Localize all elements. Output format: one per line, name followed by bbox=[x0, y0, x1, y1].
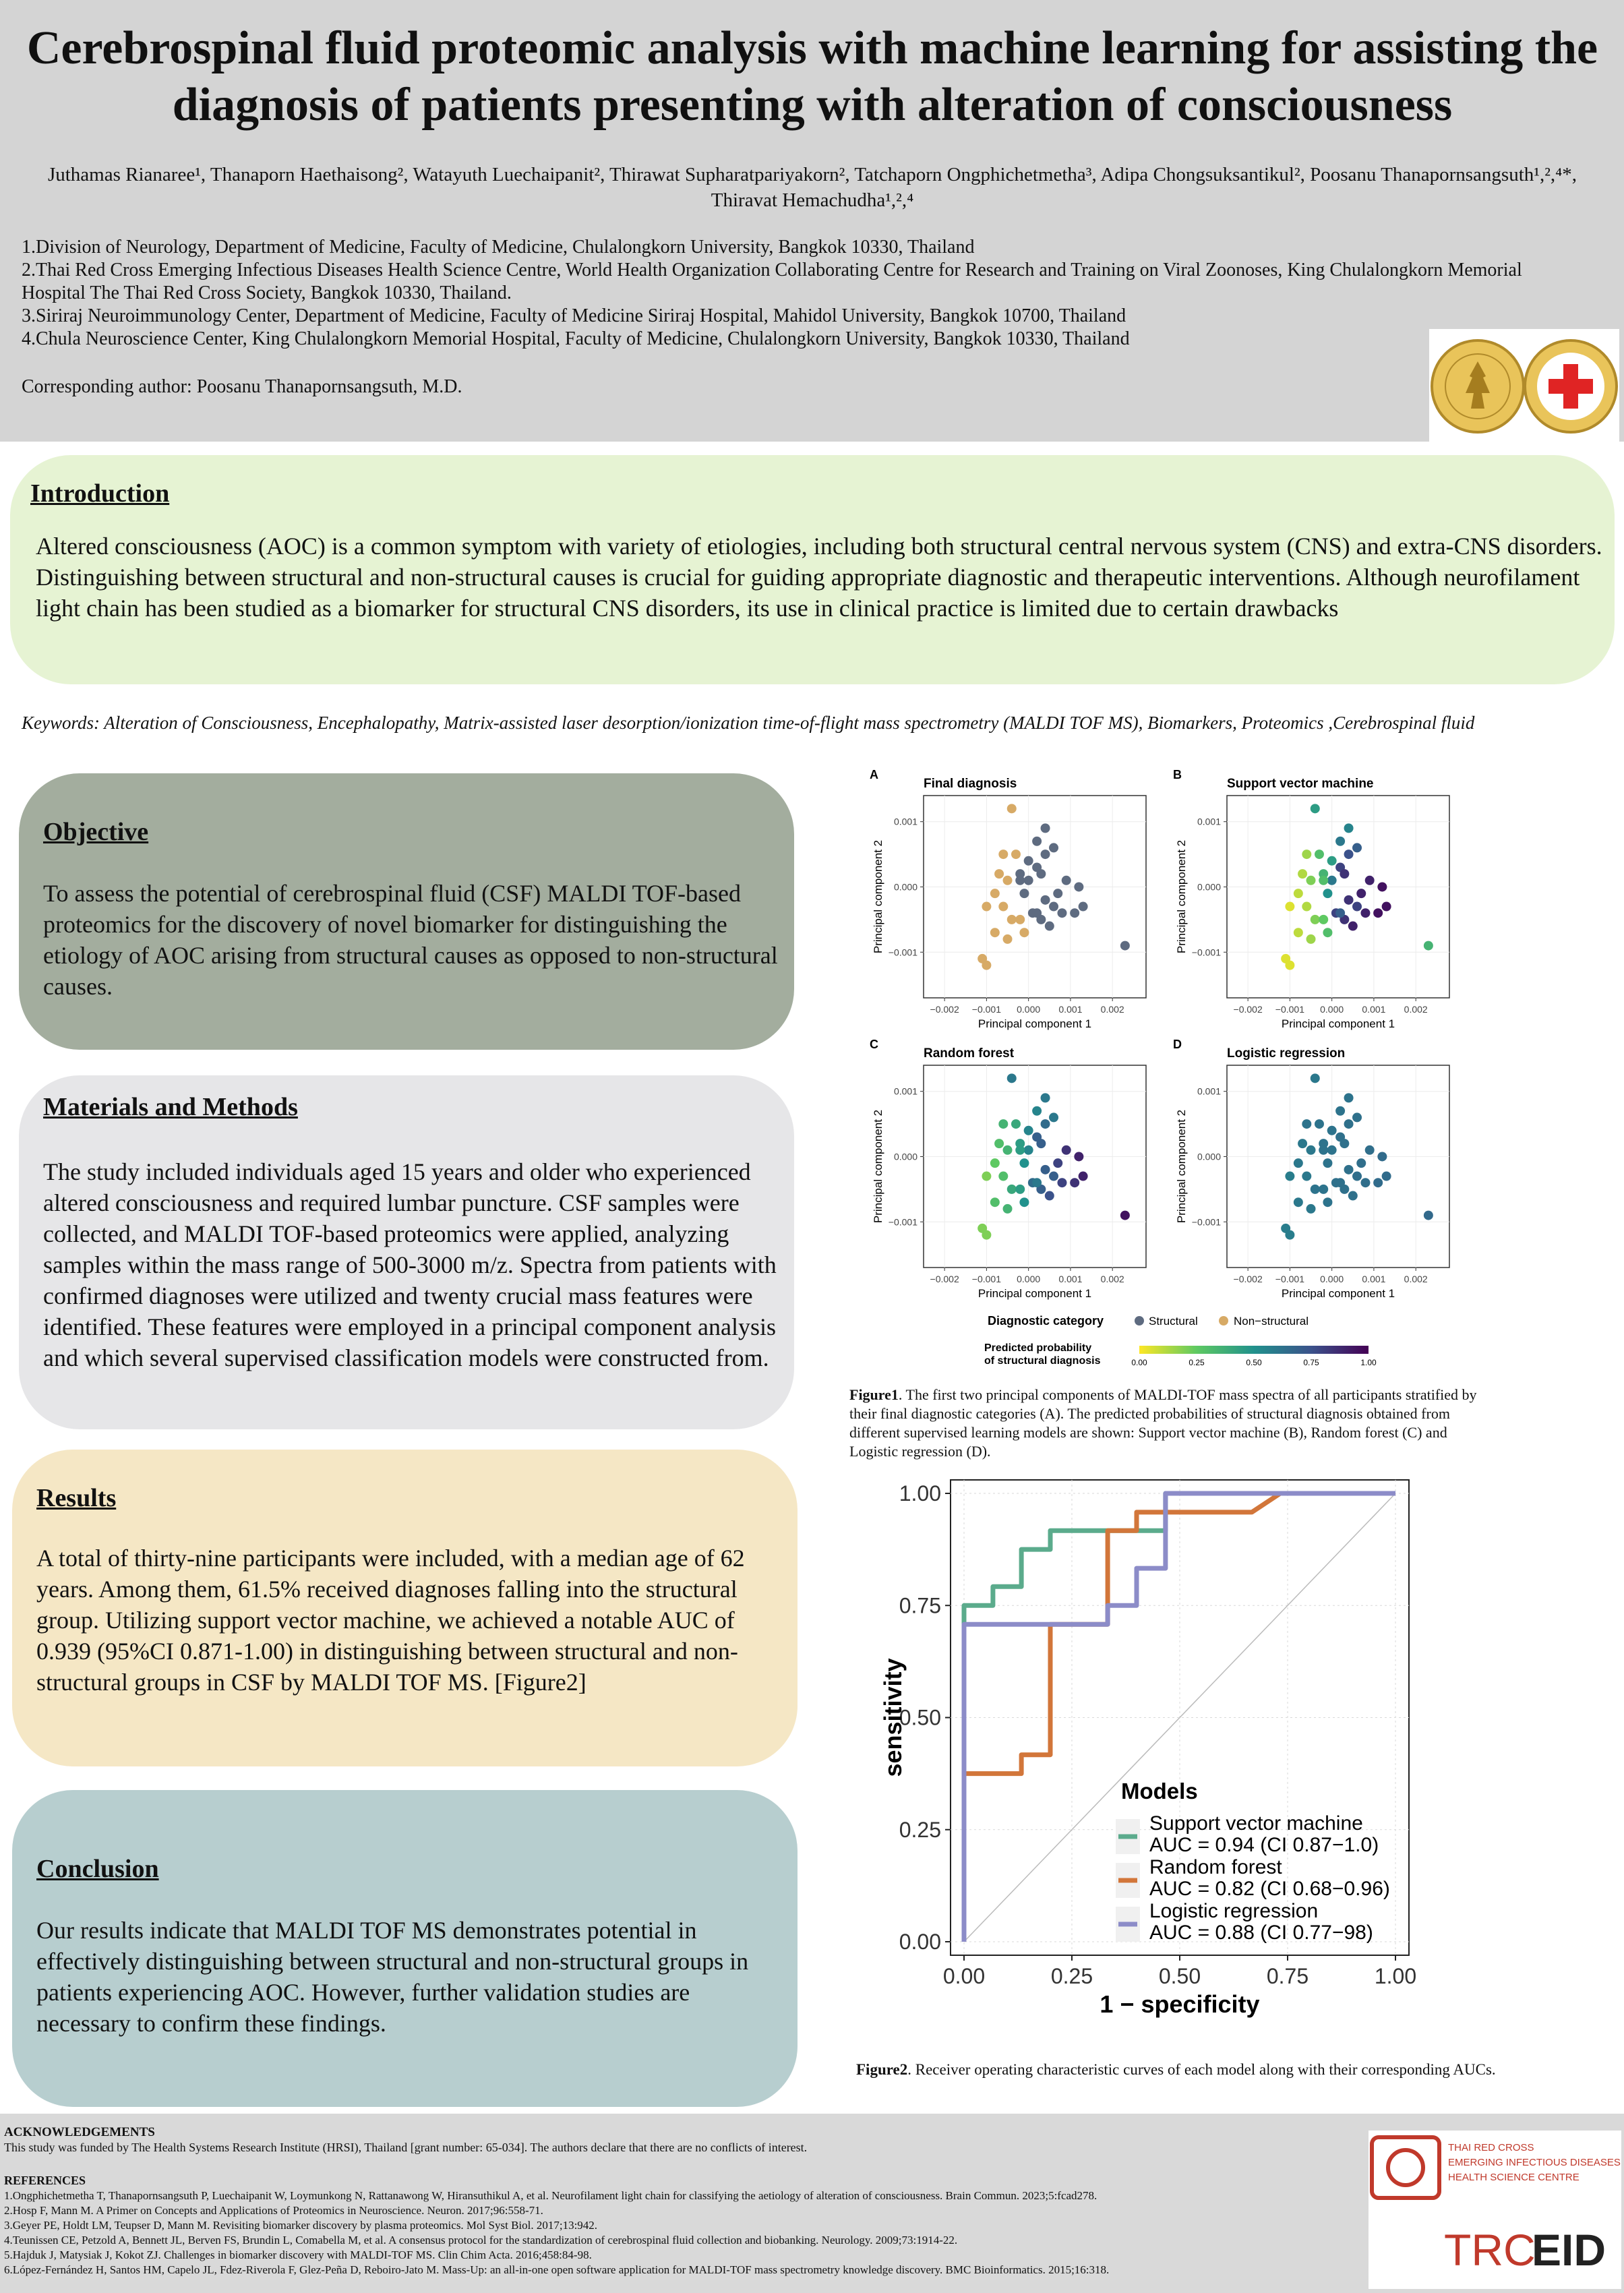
data-point bbox=[1352, 1172, 1362, 1181]
data-point bbox=[1360, 908, 1370, 918]
data-point bbox=[1298, 869, 1307, 879]
legend-series-name: Random forest bbox=[1149, 1856, 1282, 1878]
data-point bbox=[1007, 804, 1017, 813]
data-point bbox=[1003, 1204, 1013, 1214]
data-point bbox=[1285, 961, 1294, 970]
x-tick-label: −0.001 bbox=[971, 1004, 1002, 1015]
logo-text-2: EMERGING INFECTIOUS DISEASES bbox=[1448, 2157, 1621, 2168]
panel-title: Support vector machine bbox=[1227, 777, 1374, 791]
data-point bbox=[1327, 856, 1337, 866]
trc-eid-logo-graphic bbox=[1369, 2131, 1621, 2289]
data-point bbox=[1294, 928, 1303, 937]
x-tick-label: 0.002 bbox=[1404, 1274, 1428, 1284]
figure1-caption bbox=[849, 1386, 1490, 1461]
panel-title: Final diagnosis bbox=[924, 777, 1017, 791]
conclusion-panel bbox=[12, 1790, 798, 2107]
objective-panel bbox=[19, 773, 794, 1050]
data-point bbox=[1049, 1112, 1058, 1122]
legend-series-auc: AUC = 0.88 (CI 0.77−98) bbox=[1149, 1922, 1373, 1944]
data-point bbox=[1074, 1152, 1083, 1161]
panel-letter: B bbox=[1173, 768, 1182, 781]
data-point bbox=[1382, 1172, 1391, 1181]
data-point bbox=[1011, 850, 1021, 859]
y-axis-label: Principal component 2 bbox=[872, 1109, 884, 1224]
data-point bbox=[998, 902, 1008, 912]
data-point bbox=[1327, 1145, 1337, 1155]
data-point bbox=[1019, 889, 1029, 898]
x-tick-label: −0.002 bbox=[930, 1274, 959, 1284]
logo-eid: EID bbox=[1532, 2225, 1606, 2275]
affiliation-4: 4.Chula Neuroscience Center, King Chulalongkorn Memorial Hospital, Faculty of Medicine, Chulalongkorn University, Bangkok 10330, Thailand bbox=[22, 328, 1130, 349]
panel-letter: C bbox=[870, 1038, 878, 1051]
objective-body: To assess the potential of cerebrospinal fluid (CSF) MALDI TOF-based proteomics for the discovery of novel biomarker for distinguishing the etiology of AOC arising from structural causes as opposed to non-structural causes. bbox=[43, 880, 778, 1000]
results-heading: Results bbox=[36, 1484, 117, 1512]
y-tick-label: −0.001 bbox=[888, 947, 918, 958]
data-point bbox=[982, 1172, 991, 1181]
data-point bbox=[1306, 1145, 1316, 1155]
page-title bbox=[13, 20, 1611, 133]
legend-prob-title-1: Predicted probability bbox=[984, 1342, 1092, 1354]
data-point bbox=[1015, 1145, 1025, 1155]
legend-prob-title-2: of structural diagnosis bbox=[984, 1355, 1101, 1367]
data-point bbox=[1356, 1158, 1366, 1168]
data-point bbox=[1007, 1073, 1017, 1083]
authors bbox=[13, 162, 1611, 213]
data-point bbox=[1041, 823, 1050, 833]
x-axis-label: 1 − specificity bbox=[1100, 1990, 1260, 2018]
y-tick-label: 0.50 bbox=[899, 1705, 941, 1730]
data-point bbox=[1302, 1172, 1311, 1181]
data-point bbox=[982, 902, 991, 912]
data-point bbox=[1070, 908, 1079, 918]
data-point bbox=[1057, 1178, 1066, 1187]
data-point bbox=[1032, 837, 1042, 846]
data-point bbox=[1062, 1145, 1071, 1155]
references-list bbox=[4, 2188, 1352, 2277]
data-point bbox=[1032, 908, 1042, 918]
logo-text-1: THAI RED CROSS bbox=[1448, 2142, 1534, 2153]
data-point bbox=[1032, 1178, 1042, 1187]
data-point bbox=[1323, 928, 1332, 937]
figure1-caption-label: Figure1 bbox=[849, 1386, 899, 1403]
data-point bbox=[1344, 1093, 1354, 1102]
y-tick-label: 0.001 bbox=[1197, 1085, 1221, 1097]
x-tick-label: 0.75 bbox=[1266, 1964, 1309, 1988]
data-point bbox=[1373, 908, 1383, 918]
panel-letter: A bbox=[870, 768, 878, 781]
logo-text-3: HEALTH SCIENCE CENTRE bbox=[1448, 2172, 1580, 2183]
figure2-roc-chart bbox=[866, 1470, 1621, 2063]
data-point bbox=[1348, 1191, 1358, 1201]
figure2-caption-text: . Receiver operating characteristic curves of each model along with their corresponding AUCs. bbox=[907, 2061, 1496, 2078]
affiliation-1: 1.Division of Neurology, Department of Medicine, Faculty of Medicine, Chulalongkorn University, Bangkok 10330, Thailand bbox=[22, 237, 975, 258]
legend-nonstructural-swatch bbox=[1219, 1316, 1228, 1326]
data-point bbox=[1302, 902, 1311, 912]
data-point bbox=[1298, 1139, 1307, 1148]
data-point bbox=[1294, 889, 1303, 898]
colorbar-tick-label: 0.00 bbox=[1131, 1358, 1147, 1367]
panel-letter: D bbox=[1173, 1038, 1182, 1051]
y-tick-label: 0.00 bbox=[899, 1930, 941, 1954]
data-point bbox=[1041, 895, 1050, 905]
y-axis-label: Principal component 2 bbox=[1175, 1109, 1188, 1224]
x-tick-label: 0.00 bbox=[942, 1964, 986, 1988]
data-point bbox=[1306, 1204, 1316, 1214]
trc-eid-logo bbox=[1369, 2131, 1621, 2289]
data-point bbox=[1003, 876, 1013, 885]
data-point bbox=[1360, 1178, 1370, 1187]
data-point bbox=[1335, 1106, 1345, 1116]
figure2-caption-label: Figure2 bbox=[856, 2061, 908, 2078]
colorbar-tick-label: 0.50 bbox=[1246, 1358, 1262, 1367]
data-point bbox=[1041, 1093, 1050, 1102]
data-point bbox=[994, 1139, 1004, 1148]
x-axis-label: Principal component 1 bbox=[978, 1017, 1092, 1030]
panel-title: Logistic regression bbox=[1227, 1046, 1346, 1061]
x-tick-label: 0.001 bbox=[1058, 1004, 1083, 1015]
data-point bbox=[1285, 1172, 1294, 1181]
legend-series-auc: AUC = 0.82 (CI 0.68−0.96) bbox=[1149, 1878, 1390, 1900]
y-tick-label: −0.001 bbox=[1191, 947, 1221, 958]
data-point bbox=[1049, 1172, 1058, 1181]
figure1-caption-text: . The first two principal components of MALDI-TOF mass spectra of all participants stratified by their final diagnostic categories (A). The predicted probabilities of structural diagnosis obtained from different supervised learning models are shown: Support vector machine (B), Random forest (C) and Logistic regression (D). bbox=[849, 1386, 1477, 1460]
figure2-caption bbox=[856, 2061, 1598, 2079]
data-point bbox=[1019, 1197, 1029, 1207]
data-point bbox=[1015, 1185, 1025, 1194]
data-point bbox=[1024, 1126, 1033, 1135]
data-point bbox=[1319, 1145, 1328, 1155]
data-point bbox=[1344, 823, 1354, 833]
seals-graphic bbox=[1429, 329, 1619, 442]
data-point bbox=[1062, 876, 1071, 885]
x-tick-label: 0.50 bbox=[1158, 1964, 1201, 1988]
data-point bbox=[1285, 1230, 1294, 1240]
data-point bbox=[1335, 908, 1345, 918]
reference-item: 3.Geyer PE, Holdt LM, Teupser D, Mann M. Revisiting biomarker discovery by plasma proteomics. Mol Syst Biol. 2017;13:942. bbox=[4, 2219, 598, 2232]
affiliation-2: 2.Thai Red Cross Emerging Infectious Diseases Health Science Centre, World Health Organization Collaborating Centre for Research and Training on Viral Zoonoses, King Chulalongkorn Memorial Hospital The Thai Red Cross Society, Bangkok 10330, Thailand. bbox=[22, 260, 1522, 303]
data-point bbox=[1003, 934, 1013, 944]
x-tick-label: 0.001 bbox=[1362, 1274, 1386, 1284]
conclusion-heading: Conclusion bbox=[36, 1855, 159, 1883]
data-point bbox=[1049, 843, 1058, 852]
data-point bbox=[1019, 1158, 1029, 1168]
data-point bbox=[1041, 1119, 1050, 1129]
x-tick-label: 0.001 bbox=[1362, 1004, 1386, 1015]
data-point bbox=[1344, 895, 1354, 905]
y-tick-label: 1.00 bbox=[899, 1481, 941, 1506]
data-point bbox=[1306, 876, 1316, 885]
methods-body: The study included individuals aged 15 years and older who experienced altered consciousness and required lumbar puncture. CSF samples were collected, and MALDI TOF-based proteomics were applied, analyzing samples within the mass range of 500-3000 m/z. Spectra from patients with confirmed diagnoses were utilized and twenty crucial mass features were identified. These features were employed in a principal component analysis and which several supervised classification models were constructed from. bbox=[43, 1158, 777, 1371]
y-axis-label: sensitivity bbox=[879, 1658, 907, 1777]
reference-item: 2.Hosp F, Mann M. A Primer on Concepts and Applications of Proteomics in Neuroscience. Neuron. 2017;96:558-71. bbox=[4, 2204, 543, 2217]
y-tick-label: −0.001 bbox=[888, 1216, 918, 1228]
pca-panel-C bbox=[870, 1038, 1146, 1300]
title-line-1: Cerebrospinal fluid proteomic analysis with machine learning for assisting the bbox=[26, 22, 1598, 74]
results-panel bbox=[12, 1450, 798, 1766]
logo-trc: TRC bbox=[1444, 2225, 1536, 2275]
x-tick-label: −0.001 bbox=[971, 1274, 1002, 1284]
figure1-pca-panels bbox=[870, 762, 1611, 1369]
data-point bbox=[1365, 876, 1375, 885]
data-point bbox=[1015, 876, 1025, 885]
data-point bbox=[1344, 850, 1354, 859]
affiliation-3: 3.Siriraj Neuroimmunology Center, Department of Medicine, Faculty of Medicine Siriraj Hospital, Mahidol University, Bangkok 10700, Thailand bbox=[22, 305, 1126, 326]
data-point bbox=[1311, 915, 1320, 924]
results-body: A total of thirty-nine participants were included, with a median age of 62 years. Among them, 61.5% received diagnoses falling into the structural group. Utilizing support vector machine, we achieved a notable AUC of 0.939 (95%CI 0.871-1.00) in distinguishing between structural and non-structural groups in CSF by MALDI TOF MS. [Figure2] bbox=[36, 1545, 745, 1696]
data-point bbox=[1120, 1211, 1130, 1220]
roc-panel bbox=[879, 1480, 1416, 2018]
data-point bbox=[1019, 928, 1029, 937]
x-axis-label: Principal component 1 bbox=[978, 1287, 1092, 1300]
legend-category-title: Diagnostic category bbox=[988, 1314, 1104, 1328]
data-point bbox=[1323, 1197, 1332, 1207]
data-point bbox=[1319, 1185, 1328, 1194]
data-point bbox=[1120, 941, 1130, 951]
data-point bbox=[1335, 1178, 1345, 1187]
data-point bbox=[1323, 889, 1332, 898]
data-point bbox=[1024, 876, 1033, 885]
data-point bbox=[1340, 1139, 1349, 1148]
data-point bbox=[1365, 1145, 1375, 1155]
authors-line-1: Juthamas Rianaree¹, Thanaporn Haethaisong², Watayuth Luechaipanit², Thirawat Supharatpariyakorn², Tatchaporn Ongphichetmetha³, Adipa Chongsuksantikul², Poosanu Thanapornsangsuth¹,²,⁴*, bbox=[47, 164, 1577, 185]
x-tick-label: −0.002 bbox=[1233, 1004, 1263, 1015]
data-point bbox=[1377, 1152, 1387, 1161]
x-tick-label: 0.002 bbox=[1100, 1274, 1124, 1284]
colorbar bbox=[1139, 1346, 1369, 1354]
x-axis-label: Principal component 1 bbox=[1281, 1017, 1395, 1030]
pca-panel-D bbox=[1173, 1038, 1449, 1300]
data-point bbox=[1294, 1158, 1303, 1168]
colorbar-tick-label: 0.75 bbox=[1303, 1358, 1319, 1367]
data-point bbox=[1079, 902, 1088, 912]
data-point bbox=[1424, 1211, 1433, 1220]
x-tick-label: 0.002 bbox=[1404, 1004, 1428, 1015]
data-point bbox=[1302, 1119, 1311, 1129]
objective-heading: Objective bbox=[43, 818, 149, 846]
keywords: Keywords: Alteration of Consciousness, Encephalopathy, Matrix-assisted laser desorption/ionization time-of-flight mass spectrometry (MALDI TOF MS), Biomarkers, Proteomics ,Cerebrospinal fluid bbox=[22, 713, 1475, 733]
data-point bbox=[1045, 1191, 1054, 1201]
legend-series-auc: AUC = 0.94 (CI 0.87−1.0) bbox=[1149, 1834, 1379, 1856]
x-tick-label: 0.25 bbox=[1050, 1964, 1093, 1988]
data-point bbox=[1311, 1185, 1320, 1194]
acknowledgements-heading: ACKNOWLEDGEMENTS bbox=[4, 2125, 155, 2139]
data-point bbox=[1315, 850, 1324, 859]
data-point bbox=[990, 1197, 1000, 1207]
legend-structural-swatch bbox=[1135, 1316, 1144, 1326]
data-point bbox=[1036, 869, 1046, 879]
data-point bbox=[1053, 1158, 1062, 1168]
data-point bbox=[1382, 902, 1391, 912]
x-tick-label: 0.001 bbox=[1058, 1274, 1083, 1284]
y-tick-label: 0.000 bbox=[893, 1151, 918, 1162]
data-point bbox=[1344, 1165, 1354, 1174]
data-point bbox=[990, 1158, 1000, 1168]
trc-emblem-circle bbox=[1388, 2150, 1423, 2185]
panel-title: Random forest bbox=[924, 1046, 1015, 1061]
y-tick-label: 0.000 bbox=[893, 881, 918, 893]
legend-series-name: Support vector machine bbox=[1149, 1812, 1363, 1835]
data-point bbox=[1327, 876, 1337, 885]
figure1-legend bbox=[984, 1314, 1377, 1367]
data-point bbox=[1424, 941, 1433, 951]
data-point bbox=[1294, 1197, 1303, 1207]
y-tick-label: 0.000 bbox=[1197, 881, 1221, 893]
x-tick-label: 1.00 bbox=[1374, 1964, 1417, 1988]
introduction-heading: Introduction bbox=[30, 479, 170, 508]
roc-legend-title: Models bbox=[1121, 1779, 1198, 1804]
reference-item: 1.Ongphichetmetha T, Thanapornsangsuth P, Luechaipanit W, Loymunkong N, Rattanawong W, Hiransuthikul A, et al. Neurofilament light chain for classifying the aetiology of alteration of consciousness. Brain Commun. 2023;5:fcad278. bbox=[4, 2189, 1097, 2202]
data-point bbox=[1053, 889, 1062, 898]
affiliations bbox=[22, 236, 1572, 351]
methods-heading: Materials and Methods bbox=[43, 1093, 298, 1121]
data-point bbox=[982, 961, 991, 970]
data-point bbox=[1348, 922, 1358, 931]
data-point bbox=[994, 869, 1004, 879]
references-heading: REFERENCES bbox=[4, 2174, 86, 2187]
y-axis-label: Principal component 2 bbox=[872, 839, 884, 954]
trc-emblem-icon bbox=[1372, 2137, 1439, 2198]
x-tick-label: −0.002 bbox=[930, 1004, 959, 1015]
data-point bbox=[1024, 1145, 1033, 1155]
data-point bbox=[1352, 843, 1362, 852]
data-point bbox=[1007, 915, 1017, 924]
corresponding-author: Corresponding author: Poosanu Thanapornsangsuth, M.D. bbox=[22, 376, 462, 397]
y-tick-label: 0.001 bbox=[1197, 816, 1221, 827]
data-point bbox=[1057, 908, 1066, 918]
conclusion-body: Our results indicate that MALDI TOF MS demonstrates potential in effectively distinguishing between structural and non-structural groups in patients experiencing AOC. However, further validation studies are necessary to confirm these findings. bbox=[36, 1917, 749, 2037]
y-tick-label: −0.001 bbox=[1191, 1216, 1221, 1228]
data-point bbox=[1041, 1165, 1050, 1174]
x-tick-label: −0.001 bbox=[1275, 1004, 1305, 1015]
methods-panel bbox=[19, 1075, 794, 1429]
y-tick-label: 0.75 bbox=[899, 1593, 941, 1618]
data-point bbox=[998, 850, 1008, 859]
data-point bbox=[1302, 850, 1311, 859]
data-point bbox=[1377, 882, 1387, 891]
data-point bbox=[1311, 804, 1320, 813]
reference-item: 4.Teunissen CE, Petzold A, Bennett JL, Berven FS, Brundin L, Comabella M, et al. A consensus protocol for the standardization of cerebrospinal fluid collection and biobanking. Neurology. 2009;73:1914-22. bbox=[4, 2234, 958, 2246]
x-tick-label: 0.002 bbox=[1100, 1004, 1124, 1015]
colorbar-tick-label: 1.00 bbox=[1360, 1358, 1377, 1367]
x-axis-label: Principal component 1 bbox=[1281, 1287, 1395, 1300]
data-point bbox=[1032, 1106, 1042, 1116]
data-point bbox=[1319, 915, 1328, 924]
colorbar-tick-label: 0.25 bbox=[1189, 1358, 1205, 1367]
data-point bbox=[1045, 922, 1054, 931]
x-tick-label: −0.002 bbox=[1233, 1274, 1263, 1284]
x-tick-label: −0.001 bbox=[1275, 1274, 1305, 1284]
authors-line-2: Thiravat Hemachudha¹,²,⁴ bbox=[711, 189, 914, 211]
y-tick-label: 0.000 bbox=[1197, 1151, 1221, 1162]
data-point bbox=[1049, 902, 1058, 912]
y-tick-label: 0.001 bbox=[893, 816, 918, 827]
data-point bbox=[1015, 915, 1025, 924]
data-point bbox=[1003, 1145, 1013, 1155]
data-point bbox=[1074, 882, 1083, 891]
x-tick-label: 0.000 bbox=[1017, 1274, 1041, 1284]
reference-item: 5.Hajduk J, Matysiak J, Kokot ZJ. Challenges in biomarker discovery with MALDI-TOF MS. Clin Chim Acta. 2016;458:84-98. bbox=[4, 2249, 592, 2261]
y-tick-label: 0.25 bbox=[899, 1817, 941, 1842]
data-point bbox=[990, 928, 1000, 937]
data-point bbox=[1011, 1119, 1021, 1129]
data-point bbox=[1352, 902, 1362, 912]
data-point bbox=[982, 1230, 991, 1240]
pca-panel-A bbox=[870, 768, 1146, 1030]
data-point bbox=[998, 1119, 1008, 1129]
data-point bbox=[1323, 1158, 1332, 1168]
title-line-2: diagnosis of patients presenting with alteration of consciousness bbox=[172, 79, 1453, 131]
header bbox=[0, 0, 1624, 442]
data-point bbox=[1340, 869, 1349, 879]
acknowledgements-body: This study was funded by The Health Systems Research Institute (HRSI), Thailand [grant number: 65-034]. The authors declare that there are no conflicts of interest. bbox=[4, 2141, 808, 2154]
data-point bbox=[1327, 1126, 1337, 1135]
data-point bbox=[1344, 1119, 1354, 1129]
data-point bbox=[1285, 902, 1294, 912]
data-point bbox=[1319, 876, 1328, 885]
data-point bbox=[1335, 837, 1345, 846]
data-point bbox=[1373, 1178, 1383, 1187]
x-tick-label: 0.000 bbox=[1320, 1274, 1344, 1284]
y-axis-label: Principal component 2 bbox=[1175, 839, 1188, 954]
data-point bbox=[998, 1172, 1008, 1181]
data-point bbox=[1079, 1172, 1088, 1181]
legend-structural-label: Structural bbox=[1149, 1315, 1198, 1328]
reference-item: 6.López-Fernández H, Santos HM, Capelo JL, Fdez-Riverola F, Glez-Peña D, Reboiro-Jato M. Mass-Up: an all-in-one open software application for MALDI-TOF mass spectrometry knowledge discovery. BMC Bioinformatics. 2015;16:318. bbox=[4, 2263, 1110, 2276]
red-cross-horizontal bbox=[1548, 379, 1593, 394]
pca-panel-B bbox=[1173, 768, 1449, 1030]
data-point bbox=[1306, 934, 1316, 944]
data-point bbox=[1007, 1185, 1017, 1194]
x-tick-label: 0.000 bbox=[1320, 1004, 1344, 1015]
data-point bbox=[1352, 1112, 1362, 1122]
x-tick-label: 0.000 bbox=[1017, 1004, 1041, 1015]
legend-nonstructural-label: Non−structural bbox=[1234, 1315, 1309, 1328]
data-point bbox=[1024, 856, 1033, 866]
data-point bbox=[1041, 850, 1050, 859]
data-point bbox=[1315, 1119, 1324, 1129]
legend-series-name: Logistic regression bbox=[1149, 1900, 1319, 1922]
data-point bbox=[1036, 1139, 1046, 1148]
introduction-body: Altered consciousness (AOC) is a common symptom with variety of etiologies, including both structural central nervous system (CNS) and extra-CNS disorders. Distinguishing between structural and non-structural causes is crucial for guiding appropriate diagnostic and therapeutic interventions. Although neurofilament light chain has been studied as a biomarker for structural CNS disorders, its use in clinical practice is limited due to certain drawbacks bbox=[36, 533, 1602, 622]
institution-logos bbox=[1429, 329, 1619, 442]
data-point bbox=[1070, 1178, 1079, 1187]
data-point bbox=[1311, 1073, 1320, 1083]
data-point bbox=[1356, 889, 1366, 898]
introduction-panel bbox=[10, 455, 1615, 684]
y-tick-label: 0.001 bbox=[893, 1085, 918, 1097]
data-point bbox=[990, 889, 1000, 898]
